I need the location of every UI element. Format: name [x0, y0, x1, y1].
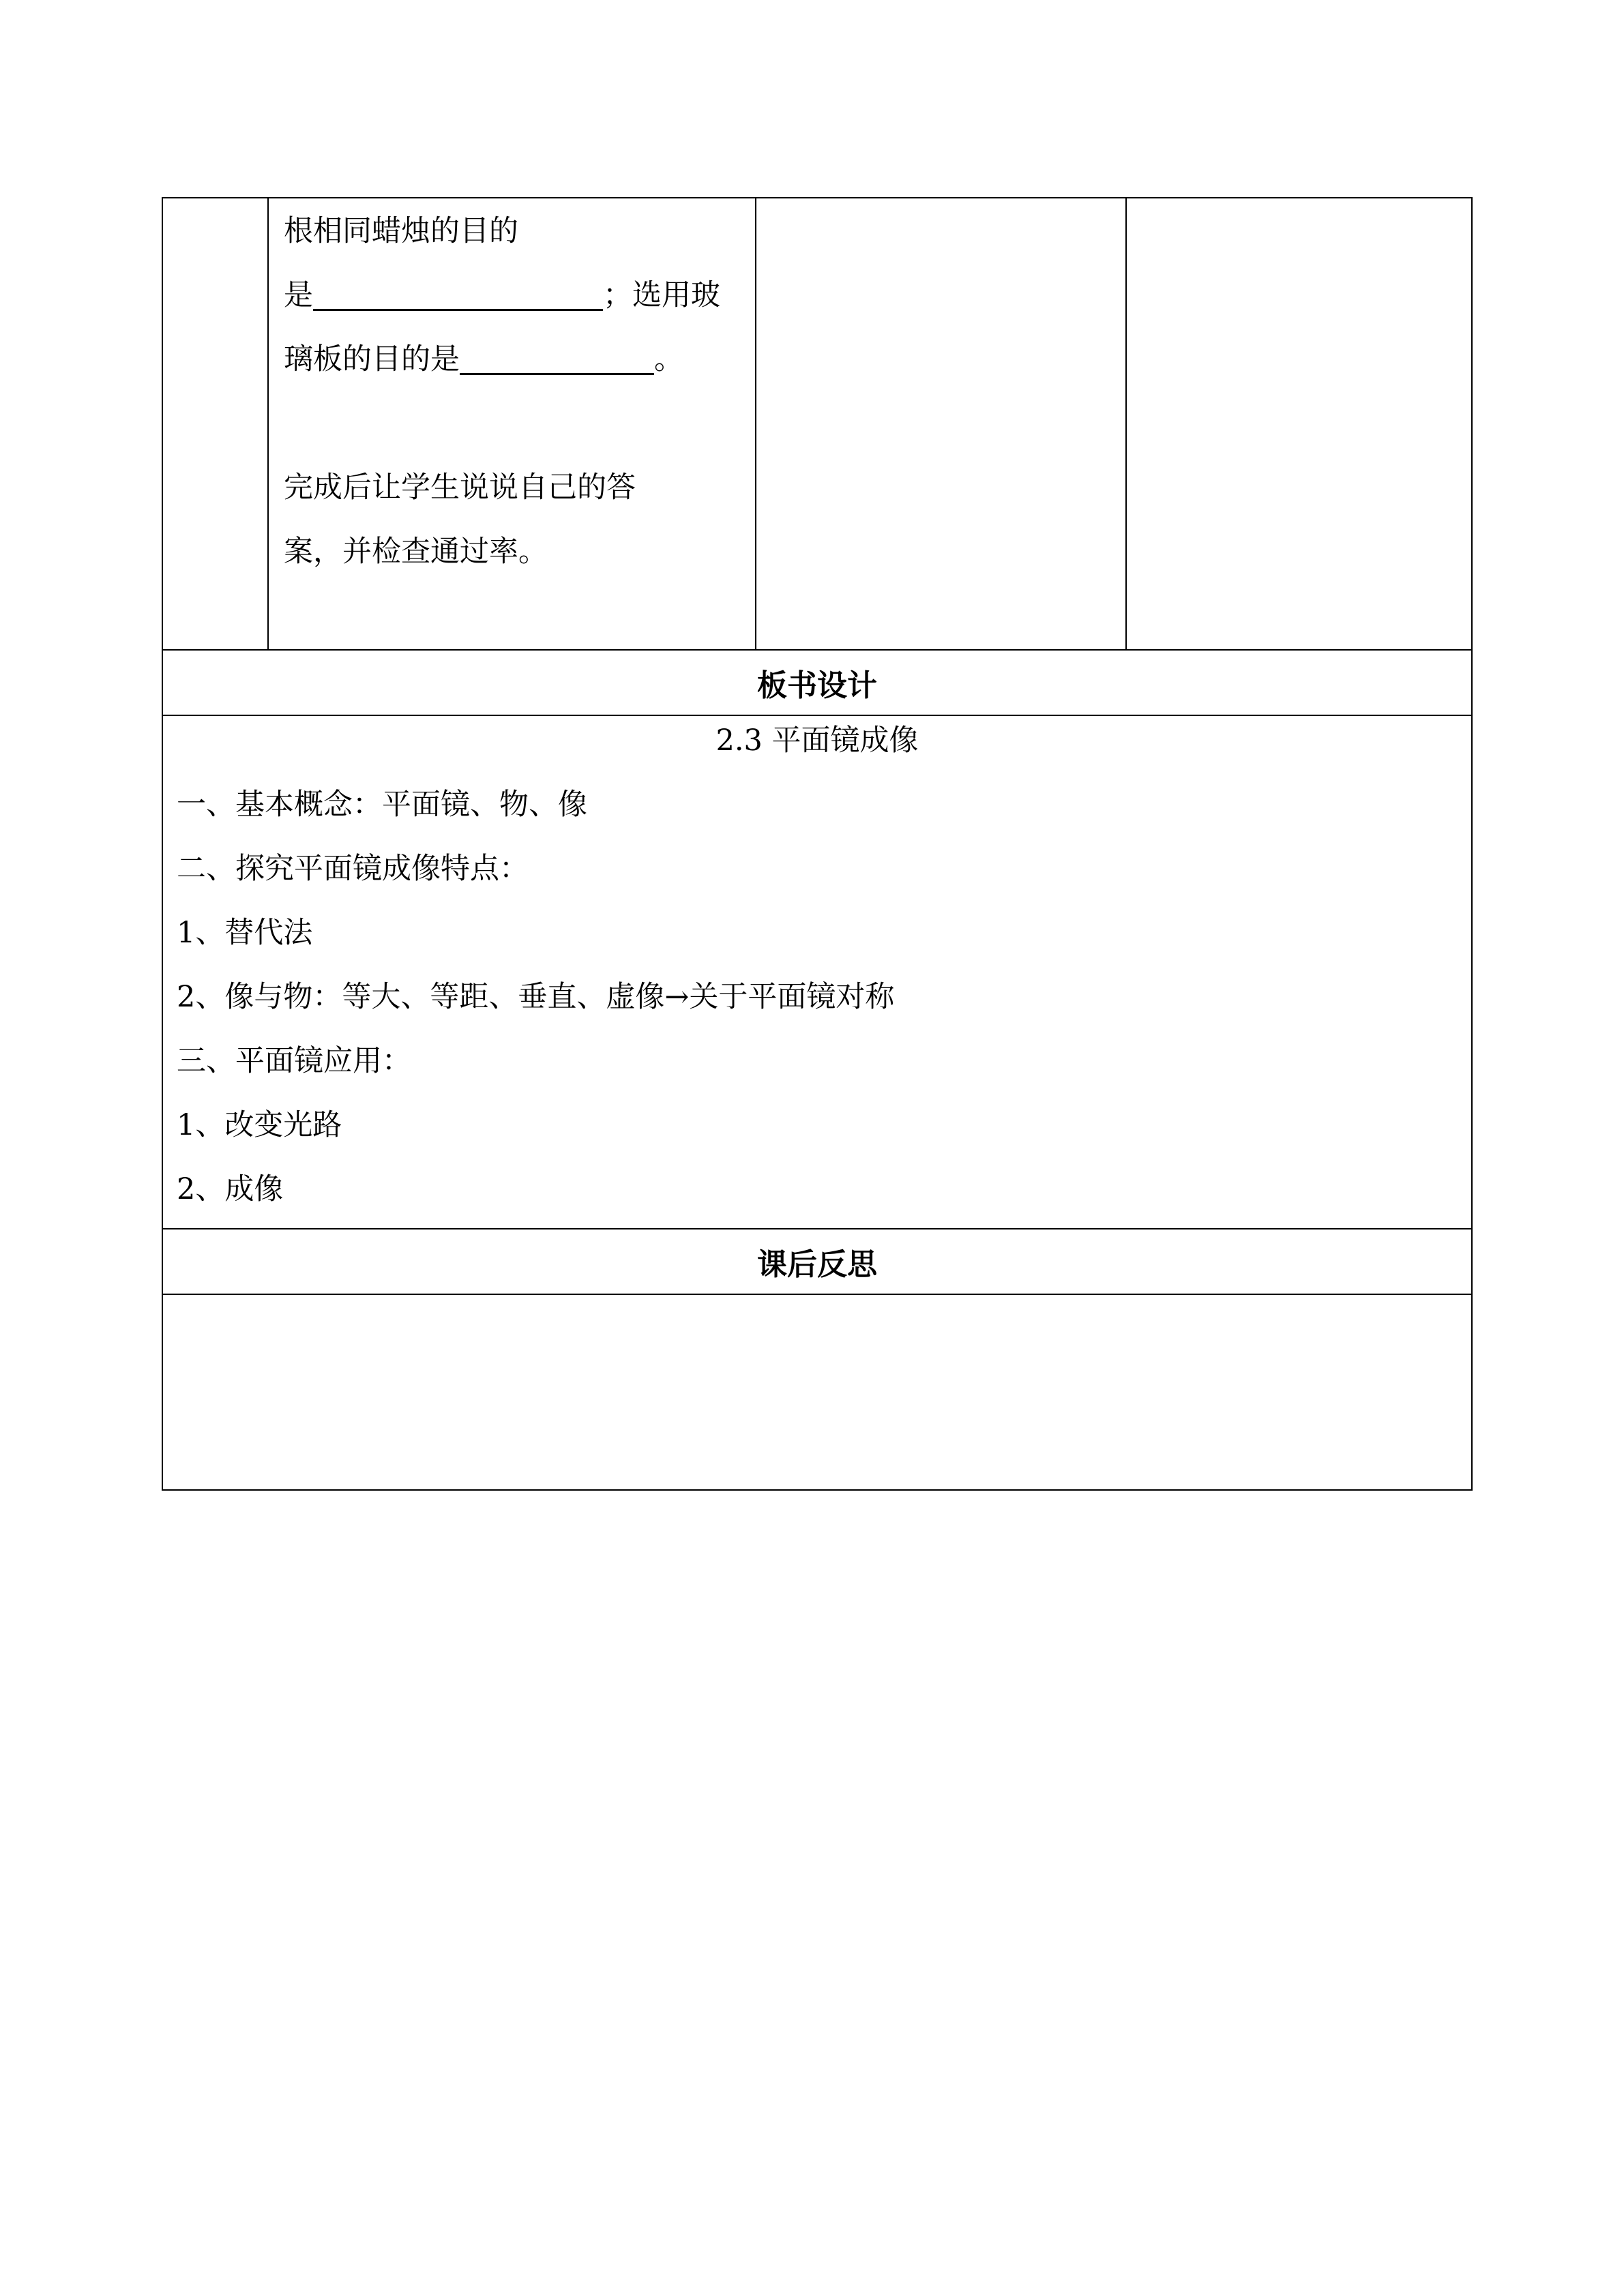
board-line: 2、成像	[177, 1172, 284, 1206]
lesson-plan-table	[162, 197, 1473, 1491]
fill-in-blank[interactable]	[313, 278, 603, 311]
activity-text-line: 根相同蜡烛的目的	[284, 214, 518, 248]
board-design-header-row	[163, 651, 1473, 716]
activity-text: 是	[284, 278, 313, 312]
reflection-header-row	[163, 1229, 1473, 1295]
reflection-body[interactable]	[163, 1295, 1473, 1489]
board-line: 一、基本概念：平面镜、物、像	[177, 788, 587, 822]
activity-text: 璃板的目的是	[284, 342, 460, 376]
board-design-body	[163, 716, 1473, 1228]
board-title: 2.3 平面镜成像	[715, 724, 919, 758]
reflection-header: 课后反思	[163, 1229, 1473, 1294]
activity-text-line: 完成后让学生说说自己的答	[284, 471, 636, 505]
blank-line	[284, 406, 743, 441]
fill-in-blank[interactable]	[460, 342, 654, 375]
board-line: 三、平面镜应用：	[177, 1044, 411, 1078]
board-line: 二、探究平面镜成像特点：	[177, 852, 529, 886]
activity-text-line	[284, 342, 743, 377]
reflection-body-row	[163, 1295, 1473, 1491]
activity-row	[163, 198, 1473, 651]
design-intent-cell	[1127, 198, 1473, 649]
stage-cell	[163, 198, 269, 649]
activity-text: ；选用玻	[603, 278, 720, 312]
teacher-activity-cell	[269, 198, 756, 649]
board-line: 1、改变光路	[177, 1108, 342, 1142]
board-design-header: 板书设计	[163, 651, 1473, 715]
board-design-body-row	[163, 716, 1473, 1229]
activity-text-line: 案，并检查通过率。	[284, 535, 548, 569]
activity-text-line	[284, 278, 743, 313]
student-activity-cell	[756, 198, 1127, 649]
board-line: 2、像与物：等大、等距、垂直、虚像→关于平面镜对称	[177, 980, 895, 1014]
board-line: 1、替代法	[177, 916, 313, 950]
activity-text: 。	[654, 342, 683, 376]
